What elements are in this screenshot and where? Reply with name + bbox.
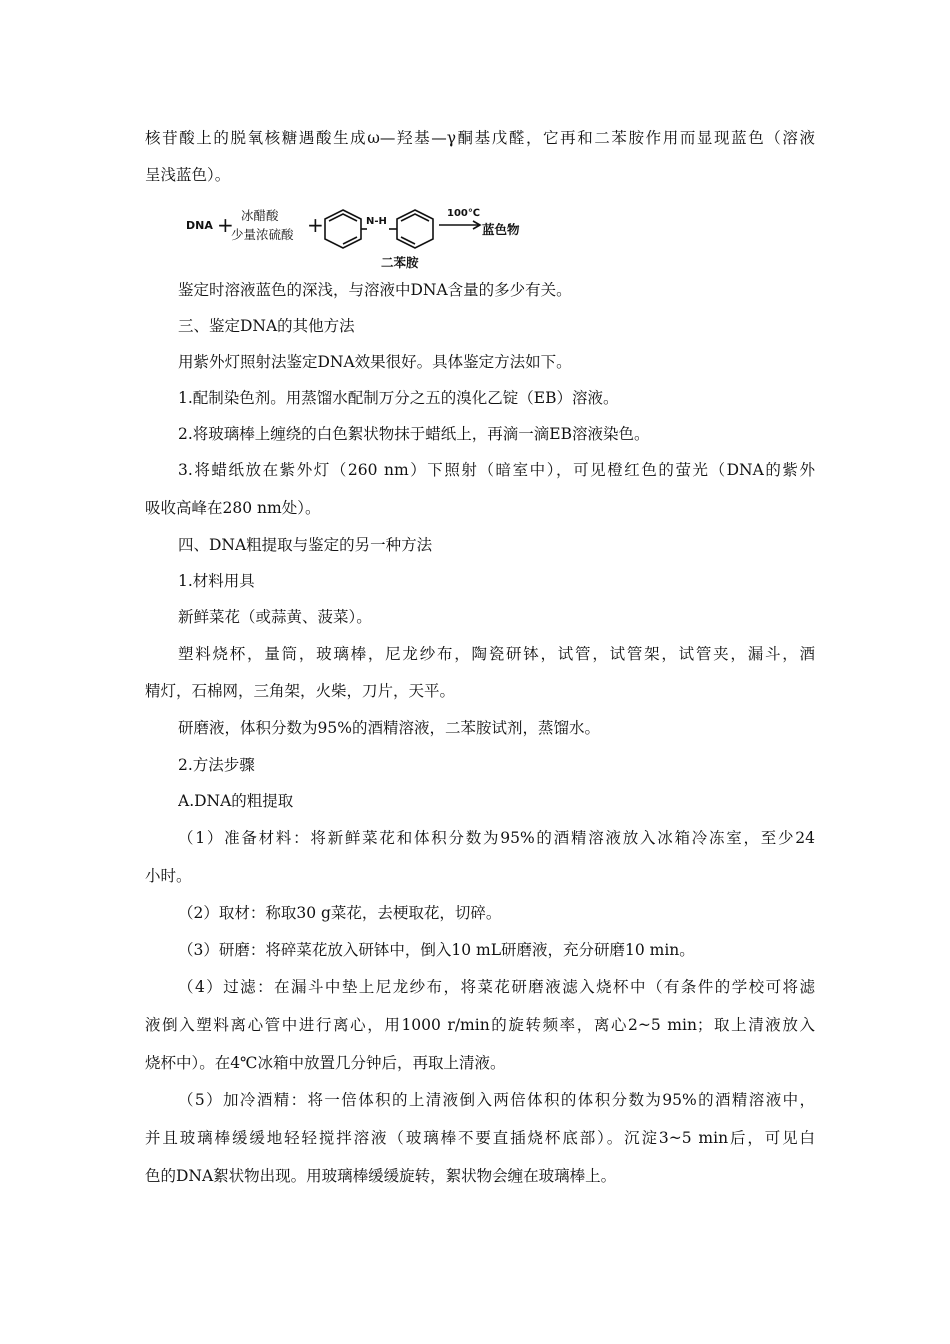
amine-label: N-H bbox=[366, 216, 387, 227]
text-line: 呈浅蓝色）。 bbox=[145, 166, 231, 184]
text-line: 2.方法步骤 bbox=[178, 756, 255, 774]
text-line: 核苷酸上的脱氧核糖遇酸生成ω—羟基—γ酮基戊醛，它再和二苯胺作用而显现蓝色（溶液 bbox=[145, 129, 815, 147]
text-line: 1.配制染色剂。用蒸馏水配制万分之五的溴化乙锭（EB）溶液。 bbox=[178, 389, 619, 407]
text-line: 鉴定时溶液蓝色的深浅，与溶液中DNA含量的多少有关。 bbox=[178, 281, 572, 299]
text-line: 并且玻璃棒缓缓地轻轻搅拌溶液（玻璃棒不要直插烧杯底部）。沉淀3~5 min后，可见白 bbox=[145, 1129, 815, 1147]
reaction-product: 蓝色物 bbox=[482, 222, 520, 237]
diphenylamine-label: 二苯胺 bbox=[381, 255, 419, 270]
text-line: 吸收高峰在280 nm处）。 bbox=[145, 499, 321, 517]
text-line: 用紫外灯照射法鉴定DNA效果很好。具体鉴定方法如下。 bbox=[178, 353, 572, 371]
text-line: （2）取材：称取30 g菜花，去梗取花，切碎。 bbox=[178, 904, 502, 922]
reaction-equation bbox=[185, 206, 535, 268]
text-line: 研磨液，体积分数为95%的酒精溶液，二苯胺试剂，蒸馏水。 bbox=[178, 719, 600, 737]
text-line: 三、鉴定DNA的其他方法 bbox=[178, 317, 355, 335]
text-line: 3.将蜡纸放在紫外灯（260 nm）下照射（暗室中），可见橙红色的萤光（DNA的紫外 bbox=[178, 461, 815, 479]
benzene-ring-left bbox=[325, 210, 361, 248]
text-line: （1）准备材料：将新鲜菜花和体积分数为95%的酒精溶液放入冰箱冷冻室，至少24 bbox=[178, 829, 815, 847]
text-line: 液倒入塑料离心管中进行离心，用1000 r/min的旋转频率，离心2~5 min；取上清液放入 bbox=[145, 1016, 815, 1034]
text-line: A.DNA的粗提取 bbox=[178, 792, 294, 810]
text-line: 精灯，石棉网，三角架，火柴，刀片，天平。 bbox=[145, 682, 456, 700]
benzene-ring-right bbox=[397, 210, 433, 248]
text-line: 1.材料用具 bbox=[178, 572, 255, 590]
text-line: 2.将玻璃棒上缠绕的白色絮状物抹于蜡纸上，再滴一滴EB溶液染色。 bbox=[178, 425, 650, 443]
plus-sign: + bbox=[307, 213, 324, 237]
reagent-sulfuric-acid: 少量浓硫酸 bbox=[231, 227, 294, 242]
plus-sign: + bbox=[217, 213, 234, 237]
reactant-dna: DNA bbox=[186, 219, 213, 232]
text-line: （3）研磨：将碎菜花放入研钵中，倒入10 mL研磨液，充分研磨10 min。 bbox=[178, 941, 695, 959]
text-line: 塑料烧杯，量筒，玻璃棒，尼龙纱布，陶瓷研钵，试管，试管架，试管夹，漏斗，酒 bbox=[178, 645, 815, 663]
text-line: 小时。 bbox=[145, 867, 192, 885]
text-line: （5）加冷酒精：将一倍体积的上清液倒入两倍体积的体积分数为95%的酒精溶液中， bbox=[178, 1091, 815, 1109]
text-line: 新鲜菜花（或蒜黄、菠菜）。 bbox=[178, 608, 372, 626]
text-line: 烧杯中）。在4℃冰箱中放置几分钟后，再取上清液。 bbox=[145, 1054, 506, 1072]
text-line: （4）过滤：在漏斗中垫上尼龙纱布，将菜花研磨液滤入烧杯中（有条件的学校可将滤 bbox=[178, 978, 815, 996]
text-line: 色的DNA絮状物出现。用玻璃棒缓缓旋转，絮状物会缠在玻璃棒上。 bbox=[145, 1167, 617, 1185]
text-line: 四、DNA粗提取与鉴定的另一种方法 bbox=[178, 536, 433, 554]
reaction-condition: 100℃ bbox=[447, 208, 480, 219]
reagent-glacial-acetic-acid: 冰醋酸 bbox=[241, 208, 279, 223]
